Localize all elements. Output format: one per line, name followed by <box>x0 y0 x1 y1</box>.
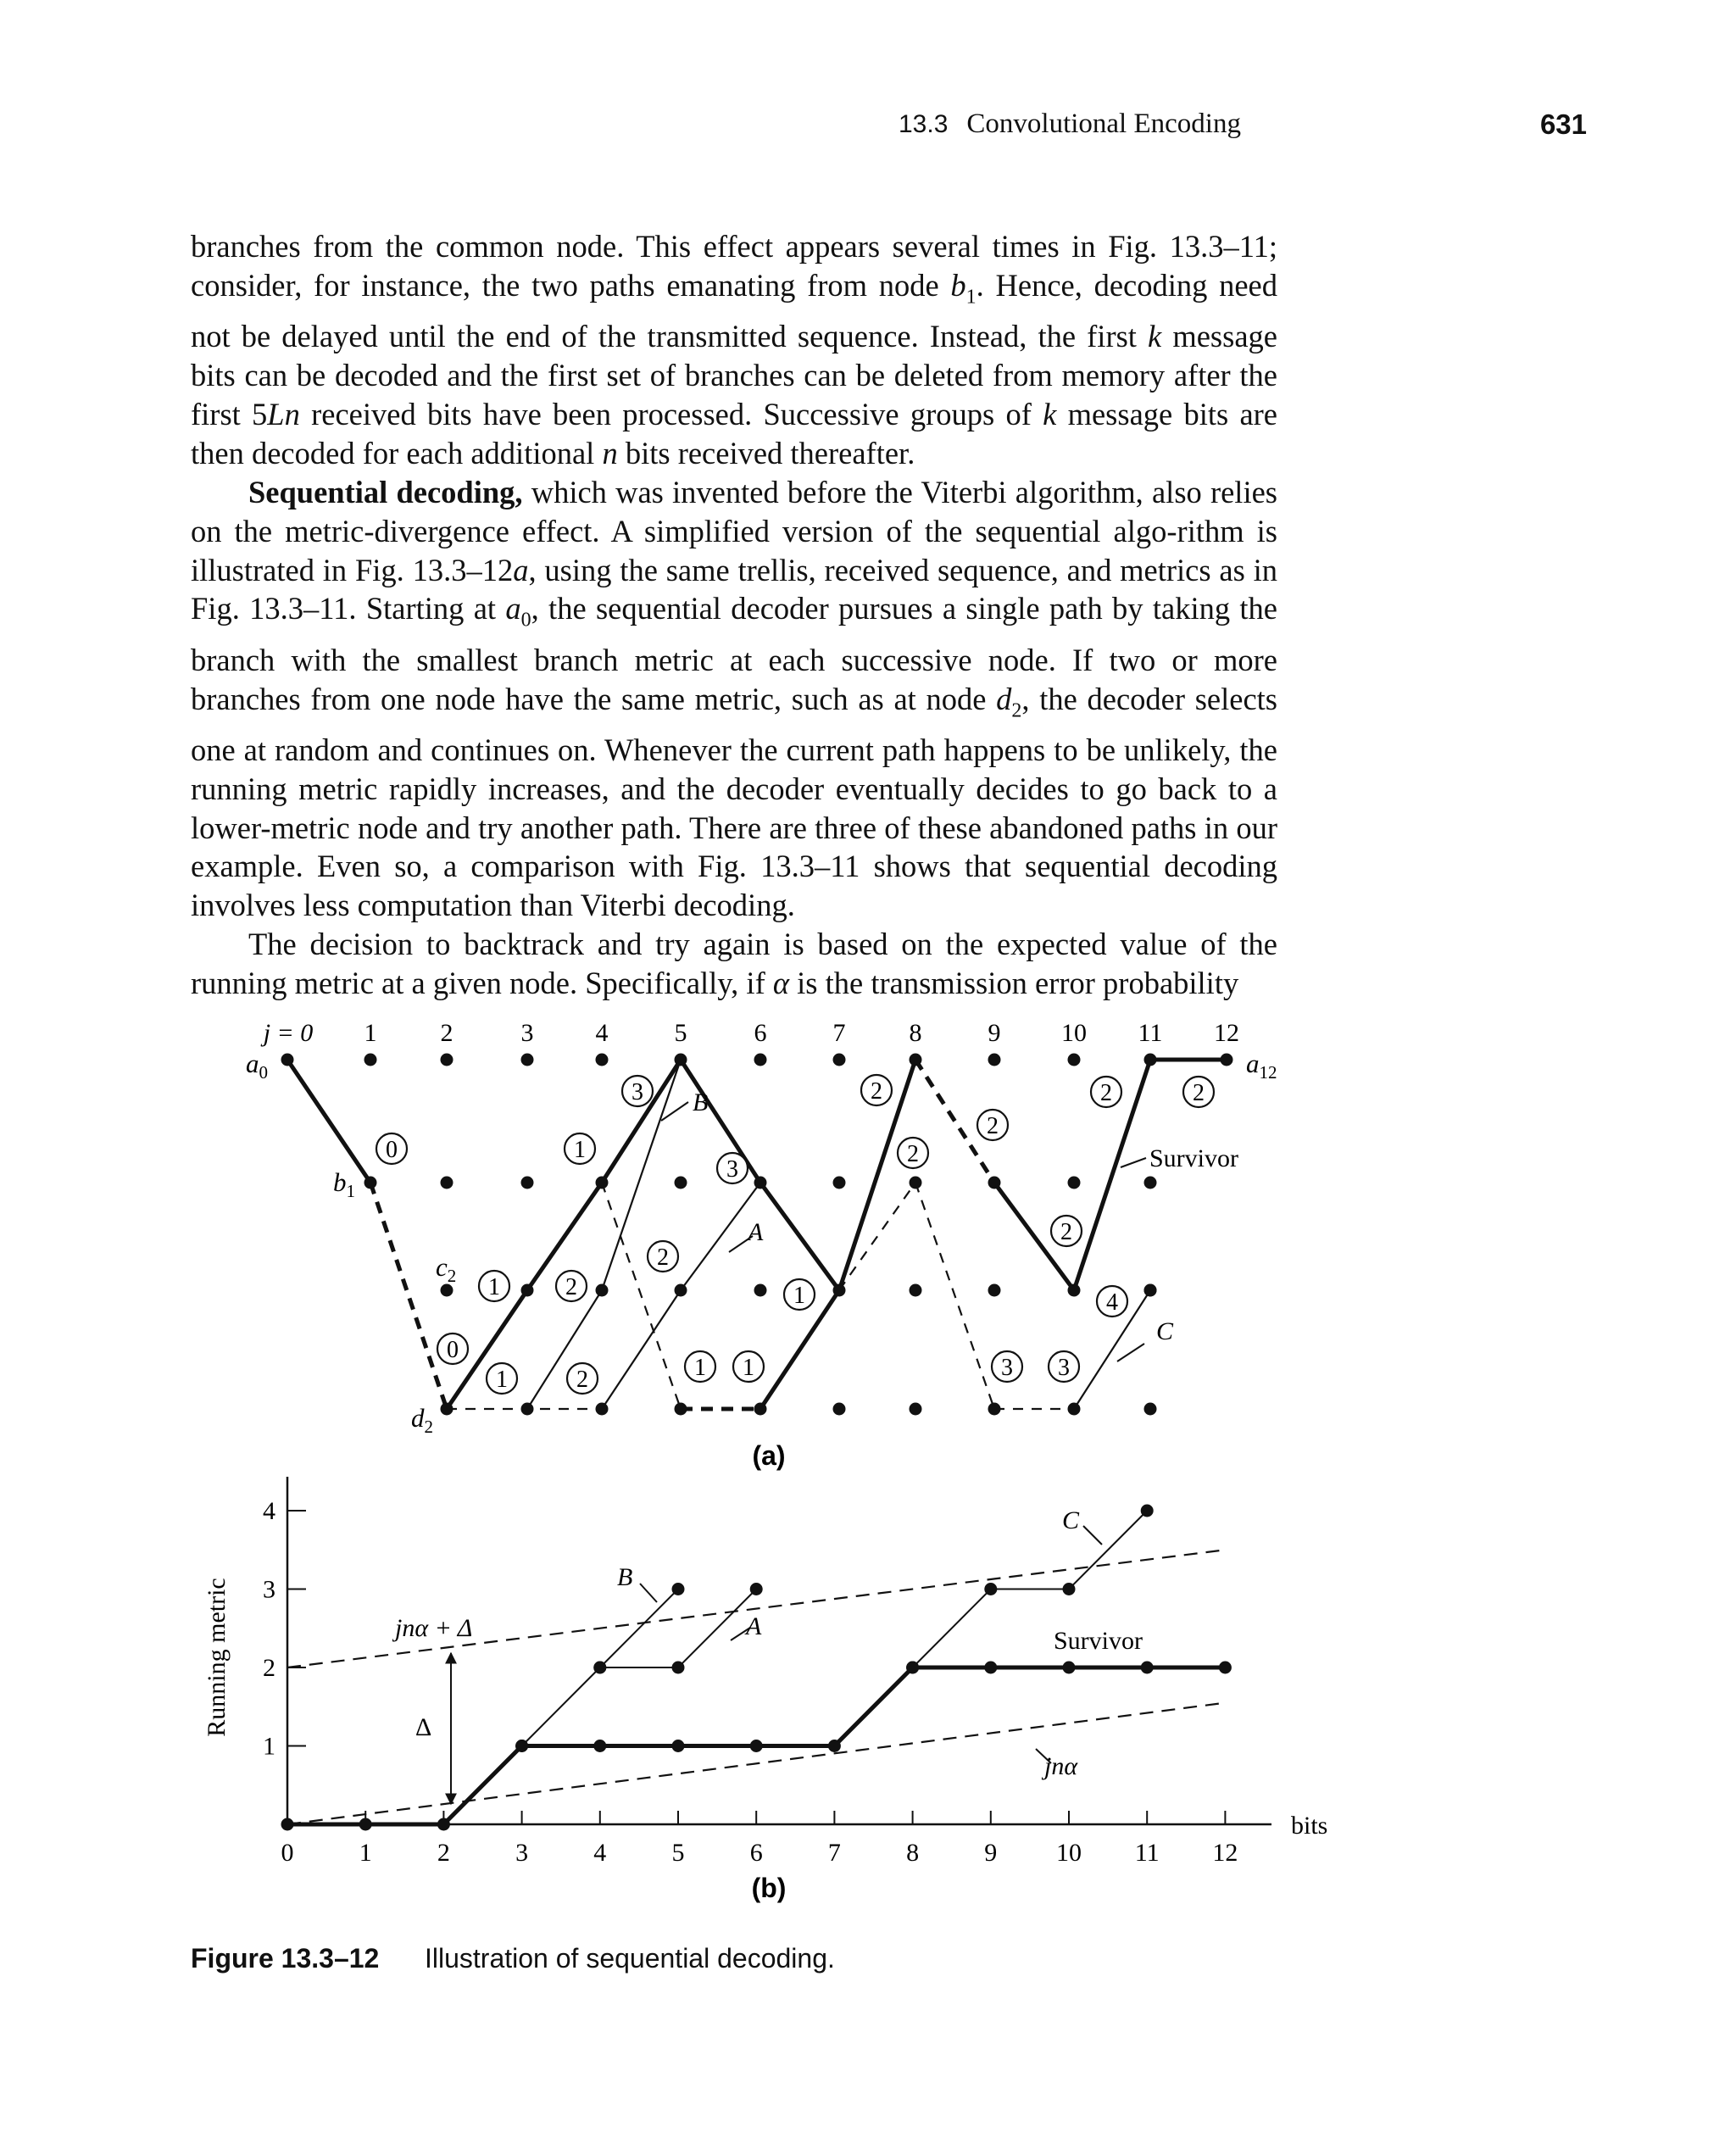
x-tick-label: 3 <box>515 1839 529 1867</box>
branch-metric-circle <box>1183 1077 1214 1107</box>
metric-value: 3 <box>1058 1355 1070 1381</box>
text-run: , the decoder selects one at random and continues on. Whenever the current path happens to be unlikely, the running metric rapidly increases, and the decoder eventually decides to go back to a lower-metric node and try another path. There are three of these abandoned paths in our example. Even so, a comparison with Fig. 13.3–11 shows that sequential decoding involves less computation than Viterbi decoding. <box>191 681 1277 923</box>
trellis-node <box>1068 1403 1081 1416</box>
trellis-node <box>754 1177 767 1189</box>
series-line <box>600 1589 756 1668</box>
text-run: a <box>505 591 521 626</box>
trellis-node <box>364 1177 377 1189</box>
metric-value: 1 <box>488 1274 500 1300</box>
trellis-node <box>675 1284 687 1297</box>
data-point <box>281 1818 294 1831</box>
metric-value: 2 <box>1060 1219 1072 1245</box>
trellis-branch <box>839 1183 915 1290</box>
trellis-node <box>596 1284 609 1297</box>
section-number: 13.3 <box>899 110 949 138</box>
text-run: α <box>772 966 790 1001</box>
data-point <box>672 1583 685 1595</box>
axis-ticks <box>263 1497 1238 1867</box>
path-label-survivor: Survivor <box>1149 1144 1238 1172</box>
trellis-node <box>441 1177 453 1189</box>
trellis-node <box>833 1284 846 1297</box>
trellis-node <box>364 1054 377 1066</box>
state-label-b1: $b_1$ <box>333 1167 355 1201</box>
state-label-a12: $a_{12}$ <box>1246 1049 1277 1083</box>
trellis-node <box>988 1054 1001 1066</box>
trellis-node <box>1068 1054 1081 1066</box>
trellis-node <box>1144 1177 1157 1189</box>
trellis-node <box>441 1054 453 1066</box>
branch-metric-circle <box>437 1333 468 1364</box>
branch-metric-circle <box>487 1363 517 1394</box>
branch-metric-circle <box>1091 1077 1121 1107</box>
stage-label: 11 <box>1138 1019 1163 1047</box>
path-label-c: C <box>1156 1317 1174 1345</box>
trellis-node <box>754 1284 767 1297</box>
delta-label: Δ <box>415 1713 432 1741</box>
trellis-node <box>675 1403 687 1416</box>
text-run: message bits can be decoded and the first set of branches can be deleted from memory after the first 5 <box>191 319 1277 431</box>
data-point <box>984 1583 997 1595</box>
data-point <box>593 1740 606 1752</box>
text-run: n <box>602 435 618 470</box>
data-point <box>828 1740 841 1752</box>
data-point <box>1063 1583 1076 1595</box>
stage-label: 12 <box>1214 1019 1239 1047</box>
text-run: bits received thereafter. <box>617 435 915 470</box>
branch-metric-circle <box>685 1351 715 1382</box>
data-point <box>359 1818 372 1831</box>
metric-value: 0 <box>386 1137 398 1163</box>
x-tick-label: 2 <box>437 1839 450 1867</box>
trellis-node <box>521 1054 534 1066</box>
stage-label: 3 <box>520 1019 534 1047</box>
y-tick-label: 2 <box>263 1654 275 1682</box>
data-point <box>906 1662 919 1674</box>
metric-value: 0 <box>447 1337 459 1363</box>
branch-metric-circle <box>556 1271 587 1301</box>
data-point <box>1063 1662 1076 1674</box>
x-tick-label: 11 <box>1134 1839 1160 1867</box>
text-run: . Hence, decoding need not be delayed until the end of the transmitted sequence. Instead, the first <box>191 267 1277 354</box>
branch-metric-circles <box>376 1075 1214 1394</box>
text-run: which was invented before the Viterbi algorithm, also relies on the metric-divergence effect. A simplified version of the sequential algo-rithm is illustrated in Fig. 13.3–12 <box>191 474 1277 587</box>
trellis-node <box>596 1403 609 1416</box>
stage-label: 7 <box>832 1019 846 1047</box>
branch-metric-circle <box>992 1351 1022 1382</box>
text-run: a <box>513 552 529 587</box>
trellis-branch <box>760 1183 839 1290</box>
trellis-node <box>521 1403 534 1416</box>
text-run: Sequential decoding, <box>248 474 523 509</box>
trellis-node <box>988 1177 1001 1189</box>
metric-value: 1 <box>743 1355 754 1381</box>
data-point <box>1141 1505 1154 1517</box>
branch-metric-circle <box>622 1076 653 1106</box>
y-tick-label: 3 <box>263 1575 275 1604</box>
panel-label-a: (a) <box>752 1440 786 1471</box>
text-run: 1 <box>965 286 976 309</box>
metric-value: 2 <box>907 1141 919 1167</box>
trellis-node <box>675 1054 687 1066</box>
trellis-node <box>1068 1177 1081 1189</box>
data-point <box>593 1662 606 1674</box>
text-run: d <box>996 681 1012 716</box>
text-run: , the sequential decoder pursues a single path by taking the branch with the smallest branch metric at each successive node. If two or more branches from one node have the same metric, such as at node <box>191 591 1277 716</box>
metric-value: 2 <box>871 1078 882 1105</box>
text-run: , using the same trellis, received sequence, and metrics as in Fig. 13.3–11. Starting at <box>191 552 1277 626</box>
trellis-node <box>1068 1284 1081 1297</box>
stage-label: 10 <box>1061 1019 1087 1047</box>
trellis-node <box>1144 1403 1157 1416</box>
branch-metric-circle <box>1051 1216 1082 1246</box>
data-point <box>984 1662 997 1674</box>
branch-metric-circle <box>1049 1351 1079 1382</box>
trellis-node <box>910 1284 922 1297</box>
caption-label: Figure 13.3–12 <box>191 1943 380 1974</box>
trellis-node <box>1144 1054 1157 1066</box>
trellis-node <box>1221 1054 1233 1066</box>
text-run: k <box>1148 319 1162 354</box>
path-label-a: A <box>748 1218 764 1246</box>
stage-label: 9 <box>988 1019 1001 1047</box>
branch-metric-circle <box>898 1138 928 1168</box>
x-tick-label: 9 <box>984 1839 998 1867</box>
chart-label-b: B <box>617 1563 633 1591</box>
branch-metric-circle <box>648 1241 678 1272</box>
data-point <box>750 1583 763 1595</box>
data-point <box>1141 1662 1154 1674</box>
metric-value: 3 <box>632 1079 643 1105</box>
metric-value: 2 <box>987 1113 999 1139</box>
panel-label-b: (b) <box>751 1873 787 1903</box>
path-labels-a <box>693 1088 1238 1345</box>
trellis-branch <box>370 1183 447 1409</box>
metric-value: 4 <box>1106 1289 1118 1316</box>
branch-metric-circle <box>376 1133 407 1164</box>
text-run: 2 <box>1011 699 1022 721</box>
x-tick-label: 0 <box>281 1839 294 1867</box>
metric-value: 2 <box>1100 1080 1112 1106</box>
x-axis-label: bits <box>1291 1812 1328 1840</box>
trellis-branch <box>287 1060 370 1183</box>
chart-path-labels <box>617 1506 1143 1780</box>
chart-series <box>287 1511 1225 1824</box>
branch-metric-circle <box>567 1363 598 1394</box>
trellis-node <box>281 1054 294 1066</box>
page-number: 631 <box>1539 109 1587 140</box>
branch-metric-circle <box>861 1075 892 1105</box>
text-run: k <box>1043 396 1057 431</box>
data-point <box>1219 1662 1232 1674</box>
trellis-node <box>754 1403 767 1416</box>
trellis-node <box>988 1403 1001 1416</box>
metric-value: 2 <box>657 1244 669 1271</box>
trellis-branch <box>602 1183 681 1409</box>
metric-value: 3 <box>1001 1355 1013 1381</box>
data-point <box>750 1740 763 1752</box>
figure-caption <box>191 1943 835 1974</box>
trellis-node <box>1144 1284 1157 1297</box>
stage-label: 6 <box>754 1019 767 1047</box>
trellis-node <box>910 1403 922 1416</box>
trellis-node <box>675 1177 687 1189</box>
path-label-b: B <box>693 1088 709 1116</box>
trellis-node <box>521 1177 534 1189</box>
data-point <box>672 1662 685 1674</box>
trellis-branch <box>915 1183 994 1409</box>
metric-value: 3 <box>726 1156 738 1183</box>
caption-text: Illustration of sequential decoding. <box>425 1943 835 1974</box>
x-tick-label: 5 <box>671 1839 685 1867</box>
x-tick-label: 12 <box>1212 1839 1238 1867</box>
stage-labels <box>260 1019 1239 1047</box>
state-label-d2: $d_2$ <box>411 1403 433 1437</box>
text-run: received bits have been processed. Successive groups of <box>299 396 1043 431</box>
branch-metric-circle <box>479 1271 509 1301</box>
trellis-branch <box>602 1290 681 1409</box>
trellis-node <box>833 1403 846 1416</box>
trellis-node <box>754 1054 767 1066</box>
text-run: The decision to backtrack and try again is based on the expected value of the running metric at a given node. Specifically, if <box>191 927 1277 1001</box>
lower-line-label: jnα <box>1044 1752 1078 1780</box>
metric-value: 2 <box>1193 1080 1205 1106</box>
stage-label: 1 <box>364 1019 377 1047</box>
stage-label: 8 <box>909 1019 922 1047</box>
metric-value: 1 <box>496 1367 508 1393</box>
x-tick-label: 7 <box>827 1839 841 1867</box>
x-tick-label: 4 <box>593 1839 607 1867</box>
metric-value: 1 <box>694 1355 706 1381</box>
leader-line <box>640 1584 657 1602</box>
metric-value: 1 <box>574 1137 586 1163</box>
chart-label-survivor: Survivor <box>1054 1627 1143 1655</box>
x-tick-label: 10 <box>1056 1839 1082 1867</box>
stage-label: 2 <box>440 1019 453 1047</box>
trellis-node <box>910 1177 922 1189</box>
text-run: Ln <box>267 396 300 431</box>
branch-metric-circle <box>1097 1286 1127 1317</box>
stage-label: 4 <box>595 1019 609 1047</box>
text-run: 0 <box>520 609 531 632</box>
branch-metric-circle <box>977 1110 1008 1140</box>
text-run: branches from the common node. This effect appears several times in Fig. 13.3–11; consider, for instance, the two paths emanating from node <box>191 229 1277 303</box>
trellis-node <box>441 1403 453 1416</box>
y-tick-label: 1 <box>263 1732 275 1761</box>
branch-metric-circle <box>784 1279 815 1310</box>
chart-label-c: C <box>1062 1506 1080 1534</box>
leader-line <box>1083 1526 1102 1545</box>
trellis-node <box>596 1054 609 1066</box>
stage-label: j = 0 <box>263 1019 314 1047</box>
trellis-panel-a <box>246 1019 1277 1471</box>
x-tick-label: 8 <box>906 1839 920 1867</box>
data-point <box>672 1740 685 1752</box>
y-tick-label: 4 <box>263 1497 275 1525</box>
trellis-node <box>988 1284 1001 1297</box>
leader-line <box>1121 1158 1146 1167</box>
branch-metric-circle <box>717 1153 748 1183</box>
trellis-node <box>596 1177 609 1189</box>
trellis-node <box>833 1054 846 1066</box>
running-metric-chart-b <box>203 1477 1327 1903</box>
metric-value: 2 <box>565 1274 577 1300</box>
state-label-c2: $c_2$ <box>436 1252 457 1286</box>
stage-label: 5 <box>674 1019 687 1047</box>
chart-label-a: A <box>746 1612 762 1640</box>
y-axis-label: Running metric <box>203 1578 231 1737</box>
trellis-node <box>833 1177 846 1189</box>
text-run: b <box>950 267 966 303</box>
trellis-node <box>910 1054 922 1066</box>
text-run: is the transmission error probability <box>789 966 1239 1001</box>
state-label-a0: $a_0$ <box>246 1049 268 1083</box>
trellis-node <box>521 1284 534 1297</box>
metric-value: 1 <box>793 1283 805 1309</box>
data-point <box>437 1818 450 1831</box>
metric-value: 2 <box>576 1367 588 1393</box>
leader-line <box>1117 1344 1144 1361</box>
text-run: message bits are then decoded for each additional <box>191 396 1277 470</box>
upper-line-label: jnα + Δ <box>395 1614 473 1642</box>
branch-metric-circle <box>733 1351 764 1382</box>
data-point <box>515 1740 528 1752</box>
x-tick-label: 6 <box>749 1839 763 1867</box>
x-tick-label: 1 <box>359 1839 372 1867</box>
section-title: Convolutional Encoding <box>966 109 1241 139</box>
branch-metric-circle <box>565 1133 595 1164</box>
